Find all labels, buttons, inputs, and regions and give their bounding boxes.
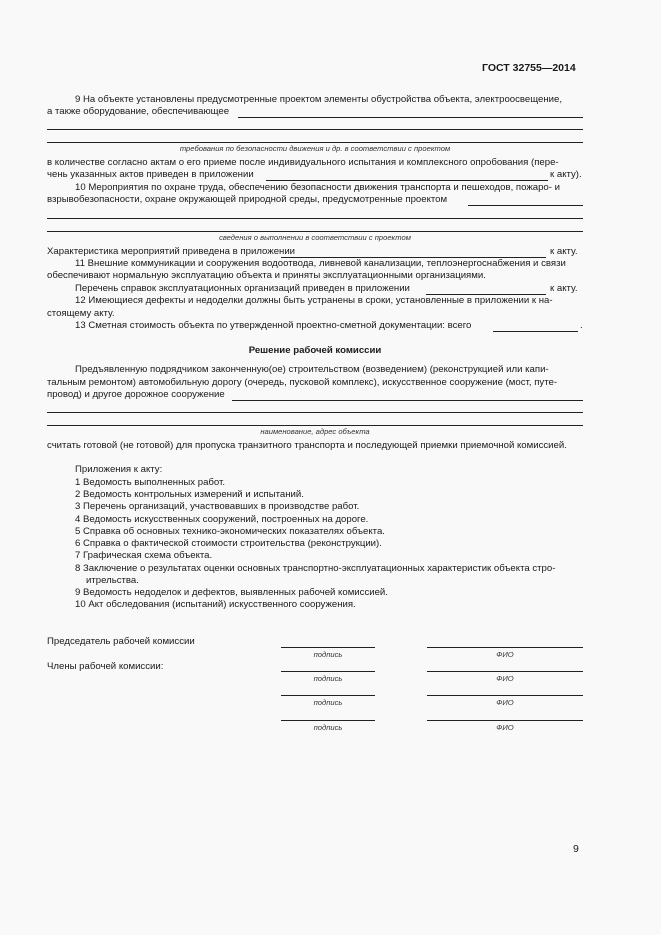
- fill-line: [47, 129, 583, 130]
- signature-line: [281, 647, 375, 648]
- appendix-item: 6 Справка о фактической стоимости строительства (реконструкции).: [75, 538, 382, 549]
- item10-line3: Характеристика мероприятий приведена в приложении: [47, 246, 296, 257]
- decision-caption: наименование, адрес объекта: [260, 427, 370, 436]
- appendix-item: 8 Заключение о результатах оценки основных транспортно-эксплуатационных характеристик объекта стро-: [75, 563, 556, 574]
- signature-caption: подпись: [313, 674, 343, 683]
- item13-line1: 13 Сметная стоимость объекта по утвержденной проектно-сметной документации: всего: [75, 320, 472, 331]
- signature-line: [281, 720, 375, 721]
- item11-line3-end: к акту.: [550, 283, 578, 294]
- item10-line1: 10 Мероприятия по охране труда, обеспечению безопасности движения транспорта и пешеходов, пожаро- и: [75, 182, 560, 193]
- appendices-title: Приложения к акту:: [75, 464, 163, 475]
- fill-line: [47, 231, 583, 232]
- fill-line: [232, 400, 583, 401]
- signature-caption: подпись: [313, 650, 343, 659]
- name-line: [427, 647, 583, 648]
- fill-line: [468, 205, 583, 206]
- name-line: [427, 720, 583, 721]
- name-caption: ФИО: [496, 698, 514, 707]
- item9-line2: а также оборудование, обеспечивающее: [47, 106, 230, 117]
- fill-line: [47, 412, 583, 413]
- name-line: [427, 695, 583, 696]
- page-number: 9: [573, 843, 579, 855]
- item9-line3: в количестве согласно актам о его приеме после индивидуального испытания и комплексного опробования (пере-: [47, 157, 559, 168]
- fill-line: [47, 218, 583, 219]
- decision-title: Решение рабочей комиссии: [248, 345, 382, 356]
- item10-caption: сведения о выполнении в соответствии с проектом: [219, 233, 411, 242]
- signature-caption: подпись: [313, 723, 343, 732]
- members-label: Члены рабочей комиссии:: [47, 661, 164, 672]
- appendix-item: 3 Перечень организаций, участвовавших в производстве работ.: [75, 501, 360, 512]
- appendix-item-continued: итрельства.: [86, 575, 139, 586]
- item9-caption: требования по безопасности движения и др. в соответствии с проектом: [179, 144, 451, 153]
- appendix-item: 5 Справка об основных технико-экономических показателях объекта.: [75, 526, 385, 537]
- fill-line: [238, 117, 583, 118]
- decision-line2: тальным ремонтом) автомобильную дорогу (очередь, пусковой комплекс), искусственное сооружение (мост, путе-: [47, 377, 558, 388]
- item11-line1: 11 Внешние коммуникации и сооружения водоотвода, ливневой канализации, теплоэнергоснабжения и связи: [75, 258, 566, 269]
- decision-line3: провод) и другое дорожное сооружение: [47, 389, 225, 400]
- appendix-item: 7 Графическая схема объекта.: [75, 550, 213, 561]
- signature-line: [281, 695, 375, 696]
- appendix-item: 9 Ведомость недоделок и дефектов, выявленных рабочей комиссией.: [75, 587, 388, 598]
- name-caption: ФИО: [496, 674, 514, 683]
- decision-line4: считать готовой (не готовой) для пропуска транзитного транспорта и последующей приемки приемочной комиссией.: [47, 440, 567, 451]
- document-number: ГОСТ 32755—2014: [482, 62, 576, 74]
- item10-line3-end: к акту.: [550, 246, 578, 257]
- fill-line: [47, 142, 583, 143]
- appendix-item: 4 Ведомость искусственных сооружений, построенных на дороге.: [75, 514, 369, 525]
- name-line: [427, 671, 583, 672]
- item9-line1: 9 На объекте установлены предусмотренные проектом элементы обустройства объекта, электроосвещение,: [75, 94, 563, 105]
- signature-line: [281, 671, 375, 672]
- appendix-item: 10 Акт обследования (испытаний) искусственного сооружения.: [75, 599, 356, 610]
- item10-line2: взрывобезопасности, охране окружающей природной среды, предусмотренные проектом: [47, 194, 448, 205]
- appendix-item: 1 Ведомость выполненных работ.: [75, 477, 226, 488]
- item12-line1: 12 Имеющиеся дефекты и недоделки должны быть устранены в сроки, установленные в приложении к на-: [75, 295, 553, 306]
- signature-caption: подпись: [313, 698, 343, 707]
- fill-line: [47, 425, 583, 426]
- name-caption: ФИО: [496, 723, 514, 732]
- fill-line: [493, 331, 578, 332]
- fill-line: [266, 180, 548, 181]
- appendix-item: 2 Ведомость контрольных измерений и испытаний.: [75, 489, 304, 500]
- decision-line1: Предъявленную подрядчиком законченную(ое) строительством (возведением) (реконструкцией или капи-: [75, 364, 549, 375]
- item13-end: .: [580, 320, 583, 331]
- name-caption: ФИО: [496, 650, 514, 659]
- item9-line4-end: к акту).: [550, 169, 582, 180]
- item9-line4: чень указанных актов приведен в приложении: [47, 169, 254, 180]
- item12-line2: стоящему акту.: [47, 308, 115, 319]
- item11-line3: Перечень справок эксплуатационных организаций приведен в приложении: [75, 283, 410, 294]
- item11-line2: обеспечивают нормальную эксплуатацию объекта и приняты эксплуатационными организациями.: [47, 270, 486, 281]
- chairman-label: Председатель рабочей комиссии: [47, 636, 195, 647]
